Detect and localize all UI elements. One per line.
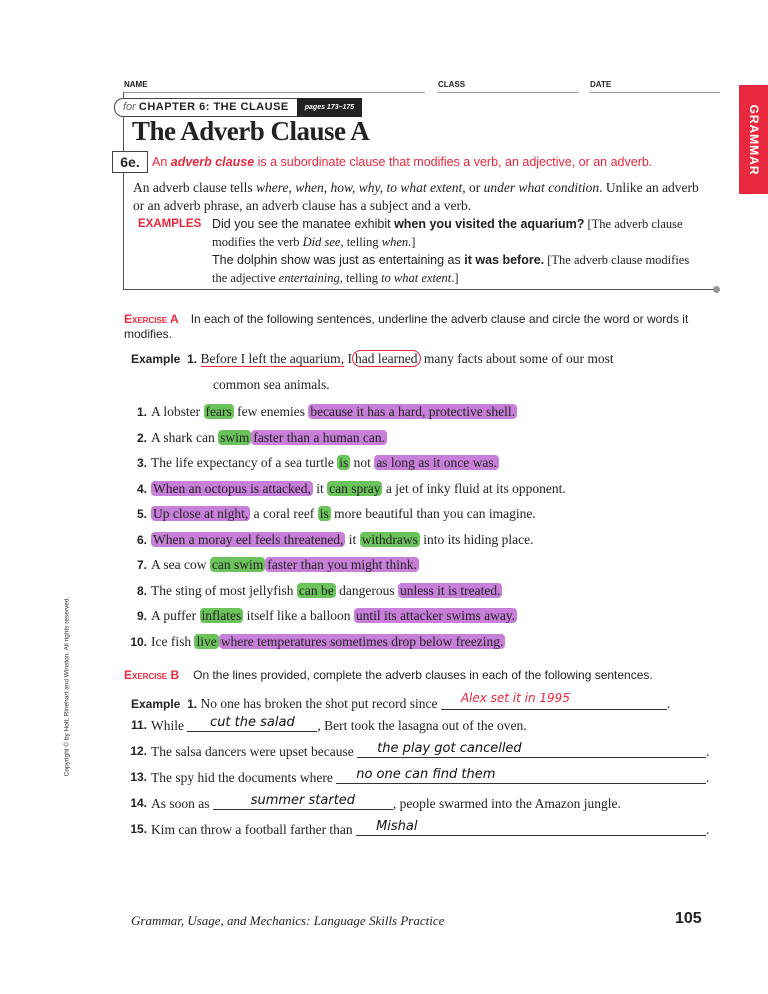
sentence-text: it xyxy=(345,531,360,547)
exercise-a-item xyxy=(123,556,723,574)
item-number: 12. xyxy=(130,743,147,758)
item-number: 1. xyxy=(136,405,147,419)
sentence-text: , people swarmed into the Amazon jungle. xyxy=(392,795,621,811)
highlight-adverb-clause: until its attacker swims away. xyxy=(355,608,516,623)
intro-paragraph: An adverb clause tells where, when, how, why, to what extent, or under what condition. Unlike an adverb or an adverb phrase, an adverb clause has a subject and a verb. xyxy=(133,180,699,213)
page-number: 105 xyxy=(675,910,702,927)
exercise-a-example-line2: common sea animals. xyxy=(213,377,330,392)
exercise-a-item xyxy=(123,531,723,549)
sentence-text: A sea cow xyxy=(151,557,210,572)
highlight-adverb-clause: unless it is treated. xyxy=(399,582,501,598)
exercise-a-item xyxy=(123,633,723,651)
pages-badge: pages 173–175 xyxy=(297,98,362,117)
name-label: NAME xyxy=(124,80,148,89)
section-tab xyxy=(739,85,768,194)
sentence-text: The life expectancy of a sea turtle xyxy=(151,455,338,470)
date-line xyxy=(590,92,720,93)
item-number: 6. xyxy=(136,532,147,547)
exercise-a-item xyxy=(123,505,723,523)
item-number: 7. xyxy=(136,558,147,572)
sentence-text: While xyxy=(151,717,188,733)
highlight-modified-word: can spray xyxy=(329,480,381,496)
highlight-modified-word: withdraws xyxy=(361,531,418,547)
highlight-modified-word: is xyxy=(319,506,329,521)
item-number: 3. xyxy=(136,456,147,470)
highlight-adverb-clause: faster than a human can. xyxy=(253,429,385,445)
highlight-adverb-clause: faster than you might think. xyxy=(267,557,417,572)
highlight-modified-word: swim xyxy=(220,429,250,445)
item-number: 11. xyxy=(130,717,147,732)
item-number: 13. xyxy=(130,769,147,784)
highlight-adverb-clause: as long as it once was. xyxy=(376,455,498,470)
exercise-a-item xyxy=(123,607,723,625)
item-number: 14. xyxy=(130,795,147,810)
highlight-adverb-clause: Up close at night, xyxy=(153,506,249,521)
exercise-b-item xyxy=(123,820,723,838)
answer-line[interactable] xyxy=(357,742,706,758)
sentence-text: Kim can throw a football farther than xyxy=(151,821,357,837)
sentence-text: , Bert took the lasagna out of the oven. xyxy=(317,717,527,733)
sentence-text: not xyxy=(350,455,375,470)
exercise-a-item xyxy=(123,454,723,472)
handwritten-answer: summer started xyxy=(250,792,356,808)
exercise-a-example: Example 1. Before I left the aquarium, I had learned many facts about some of our most xyxy=(131,351,614,366)
item-number: 4. xyxy=(136,481,147,496)
sentence-text: The salsa dancers were upset because xyxy=(151,743,358,759)
item-number: 5. xyxy=(136,507,147,521)
exercise-b-example: Example 1. No one has broken the shot put record since Alex set it in 1995 . xyxy=(131,690,671,711)
example-answer: Alex set it in 1995 xyxy=(460,690,570,705)
handwritten-answer: the play got cancelled xyxy=(377,740,522,756)
handwritten-answer: cut the salad xyxy=(210,714,295,730)
copyright-notice: Copyright © by Holt, Rinehart and Winston. All rights reserved. xyxy=(63,596,71,777)
page-title: The Adverb Clause A xyxy=(132,116,370,146)
chapter-label xyxy=(114,98,297,117)
rule-explanation-box xyxy=(123,179,715,290)
item-number: 8. xyxy=(136,583,147,598)
exercise-a-item xyxy=(123,403,723,421)
sentence-text: Ice fish xyxy=(151,633,195,649)
exercise-a-item xyxy=(123,429,723,447)
exercise-b-items xyxy=(123,716,723,838)
sentence-text: The spy hid the documents where xyxy=(151,769,337,785)
exercise-a-label: Exercise A xyxy=(124,312,179,326)
item-number: 9. xyxy=(136,609,147,623)
item-number: 15. xyxy=(130,821,147,836)
item-number: 10. xyxy=(130,634,147,649)
sentence-text: A lobster xyxy=(151,404,204,419)
name-line xyxy=(124,92,425,93)
highlight-adverb-clause: When an octopus is attacked, xyxy=(153,480,311,496)
answer-line[interactable] xyxy=(336,768,706,784)
sentence-text: . xyxy=(706,769,710,785)
exercise-b-item xyxy=(123,716,723,734)
answer-line[interactable] xyxy=(441,690,667,710)
examples-label: EXAMPLES xyxy=(138,218,202,230)
sentence-text: itself like a balloon xyxy=(243,608,354,623)
handwritten-answer: Mishal xyxy=(376,818,418,834)
exercise-b-instructions: Exercise B On the lines provided, complete the adverb clauses in each of the following sentences. xyxy=(124,667,653,682)
main-content xyxy=(123,179,723,838)
sentence-text: As soon as xyxy=(151,795,213,811)
answer-line[interactable] xyxy=(187,716,317,732)
underlined-clause: Before I left the aquarium, xyxy=(200,351,345,366)
item-number: 2. xyxy=(136,430,147,445)
highlight-adverb-clause: When a moray eel feels threatened, xyxy=(153,531,344,547)
sentence-text: . xyxy=(706,743,710,759)
example-1: Did you see the manatee exhibit when you visited the aquarium? [The adverb clause modifies the verb Did see, telling when.] xyxy=(212,217,683,249)
footer-book-title: Grammar, Usage, and Mechanics: Language Skills Practice xyxy=(131,913,445,928)
exercise-b-item xyxy=(123,794,723,812)
frame-end-dot xyxy=(713,286,720,293)
sentence-text: dangerous xyxy=(335,582,398,598)
sentence-text: A shark can xyxy=(151,429,219,445)
chapter-header xyxy=(114,98,362,117)
highlight-adverb-clause: where temperatures sometimes drop below freezing. xyxy=(220,633,504,649)
sentence-text: more beautiful than you can imagine. xyxy=(330,506,536,521)
rule-number: 6e. xyxy=(112,151,148,173)
sentence-text: a coral reef xyxy=(250,506,318,521)
sentence-text: A puffer xyxy=(151,608,200,623)
exercise-b-item xyxy=(123,768,723,786)
chapter-for: for xyxy=(123,101,136,113)
exercise-b-item xyxy=(123,742,723,760)
answer-line[interactable] xyxy=(213,794,393,810)
exercise-b-label: Exercise B xyxy=(124,667,180,682)
sentence-text: into its hiding place. xyxy=(419,531,534,547)
sentence-text: it xyxy=(312,480,328,496)
sentence-text: The sting of most jellyfish xyxy=(151,582,297,598)
sentence-text: . xyxy=(706,821,710,837)
highlight-modified-word: can be xyxy=(298,582,334,598)
exercise-a-instructions: Exercise A In each of the following sentences, underline the adverb clause and circle the word or words it modifies. xyxy=(124,312,689,341)
class-line xyxy=(438,92,578,93)
exercise-a-items xyxy=(123,403,723,651)
highlight-modified-word: is xyxy=(339,455,349,470)
highlight-modified-word: live xyxy=(196,633,217,649)
section-tab-label: GRAMMAR xyxy=(746,104,761,175)
highlight-adverb-clause: because it has a hard, protective shell. xyxy=(310,404,515,419)
example-2: The dolphin show was just as entertaining as it was before. [The adverb clause modifies the adjective entertaining, telling to what extent.] xyxy=(212,253,690,285)
handwritten-answer: no one can find them xyxy=(356,766,496,782)
highlight-modified-word: fears xyxy=(205,404,232,419)
sentence-text: a jet of inky fluid at its opponent. xyxy=(382,480,566,496)
answer-line[interactable] xyxy=(356,820,706,836)
circled-words: had learned xyxy=(352,350,421,367)
class-label: CLASS xyxy=(438,80,466,89)
date-label: DATE xyxy=(590,80,612,89)
rule-text: An adverb clause is a subordinate clause that modifies a verb, an adjective, or an adverb. xyxy=(152,155,653,169)
highlight-modified-word: inflates xyxy=(201,608,242,623)
highlight-modified-word: can swim xyxy=(211,557,264,572)
sentence-text: few enemies xyxy=(233,404,309,419)
exercise-a-item xyxy=(123,480,723,498)
rule-term: adverb clause xyxy=(170,155,255,169)
chapter-title: CHAPTER 6: THE CLAUSE xyxy=(138,101,289,113)
exercise-a-item xyxy=(123,582,723,600)
examples-block xyxy=(133,215,693,287)
